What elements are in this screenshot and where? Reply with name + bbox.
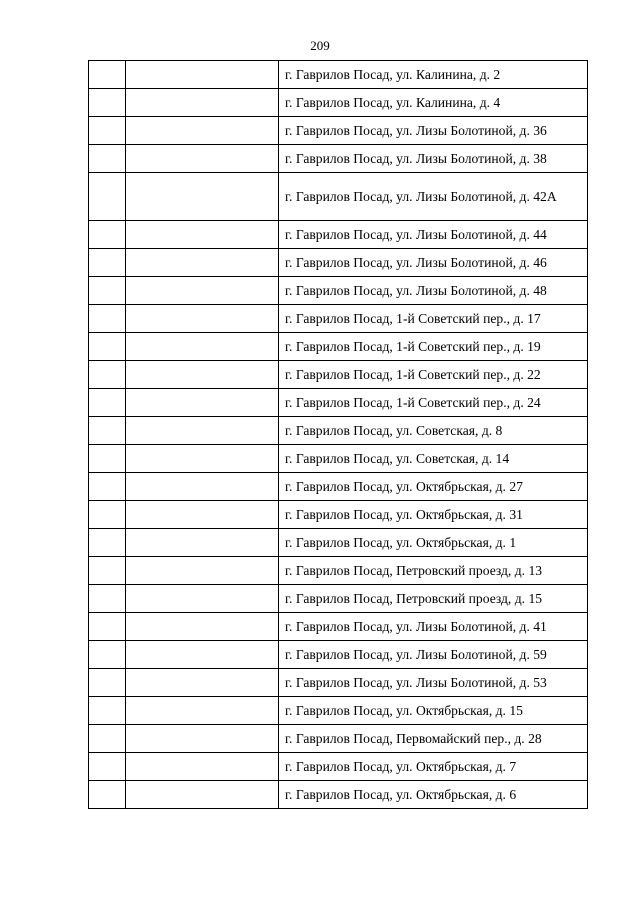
number-cell <box>89 333 126 361</box>
category-cell <box>126 173 279 221</box>
number-cell <box>89 613 126 641</box>
address-cell: г. Гаврилов Посад, Петровский проезд, д. 15 <box>279 585 588 613</box>
table-row <box>89 249 588 277</box>
address-table-body <box>89 61 588 809</box>
table-row <box>89 753 588 781</box>
category-cell <box>126 417 279 445</box>
table-row <box>89 89 588 117</box>
address-cell: г. Гаврилов Посад, 1-й Советский пер., д. 24 <box>279 389 588 417</box>
table-row <box>89 221 588 249</box>
number-cell <box>89 389 126 417</box>
category-cell <box>126 277 279 305</box>
number-cell <box>89 501 126 529</box>
number-cell <box>89 417 126 445</box>
number-cell <box>89 473 126 501</box>
address-cell: г. Гаврилов Посад, ул. Калинина, д. 2 <box>279 61 588 89</box>
address-cell: г. Гаврилов Посад, ул. Лизы Болотиной, д. 38 <box>279 145 588 173</box>
number-cell <box>89 89 126 117</box>
address-cell: г. Гаврилов Посад, ул. Октябрьская, д. 1 <box>279 529 588 557</box>
address-cell: г. Гаврилов Посад, ул. Лизы Болотиной, д. 41 <box>279 613 588 641</box>
address-cell: г. Гаврилов Посад, ул. Октябрьская, д. 15 <box>279 697 588 725</box>
address-cell: г. Гаврилов Посад, ул. Октябрьская, д. 6 <box>279 781 588 809</box>
number-cell <box>89 117 126 145</box>
category-cell <box>126 725 279 753</box>
category-cell <box>126 585 279 613</box>
address-cell: г. Гаврилов Посад, 1-й Советский пер., д. 19 <box>279 333 588 361</box>
address-cell: г. Гаврилов Посад, ул. Октябрьская, д. 31 <box>279 501 588 529</box>
category-cell <box>126 781 279 809</box>
category-cell <box>126 753 279 781</box>
address-cell: г. Гаврилов Посад, ул. Лизы Болотиной, д. 42А <box>279 173 588 221</box>
category-cell <box>126 501 279 529</box>
category-cell <box>126 389 279 417</box>
table-row <box>89 473 588 501</box>
number-cell <box>89 641 126 669</box>
table-row <box>89 641 588 669</box>
table-row <box>89 501 588 529</box>
category-cell <box>126 445 279 473</box>
address-cell: г. Гаврилов Посад, ул. Калинина, д. 4 <box>279 89 588 117</box>
number-cell <box>89 145 126 173</box>
category-cell <box>126 557 279 585</box>
number-cell <box>89 361 126 389</box>
address-cell: г. Гаврилов Посад, ул. Лизы Болотиной, д. 48 <box>279 277 588 305</box>
table-row <box>89 669 588 697</box>
category-cell <box>126 305 279 333</box>
address-cell: г. Гаврилов Посад, ул. Лизы Болотиной, д. 46 <box>279 249 588 277</box>
address-cell: г. Гаврилов Посад, ул. Советская, д. 8 <box>279 417 588 445</box>
category-cell <box>126 473 279 501</box>
category-cell <box>126 221 279 249</box>
address-cell: г. Гаврилов Посад, ул. Лизы Болотиной, д. 36 <box>279 117 588 145</box>
number-cell <box>89 557 126 585</box>
category-cell <box>126 145 279 173</box>
table-row <box>89 417 588 445</box>
category-cell <box>126 669 279 697</box>
table-row <box>89 333 588 361</box>
address-cell: г. Гаврилов Посад, ул. Октябрьская, д. 7 <box>279 753 588 781</box>
address-cell: г. Гаврилов Посад, ул. Лизы Болотиной, д. 59 <box>279 641 588 669</box>
number-cell <box>89 725 126 753</box>
address-cell: г. Гаврилов Посад, ул. Советская, д. 14 <box>279 445 588 473</box>
number-cell <box>89 277 126 305</box>
table-row <box>89 389 588 417</box>
number-cell <box>89 585 126 613</box>
table-row <box>89 557 588 585</box>
page-number: 209 <box>310 38 330 53</box>
category-cell <box>126 61 279 89</box>
number-cell <box>89 781 126 809</box>
table-row <box>89 585 588 613</box>
table-row <box>89 725 588 753</box>
table-row <box>89 277 588 305</box>
table-row <box>89 173 588 221</box>
category-cell <box>126 697 279 725</box>
address-cell: г. Гаврилов Посад, Первомайский пер., д. 28 <box>279 725 588 753</box>
number-cell <box>89 697 126 725</box>
table-row <box>89 781 588 809</box>
category-cell <box>126 529 279 557</box>
table-row <box>89 305 588 333</box>
address-cell: г. Гаврилов Посад, 1-й Советский пер., д. 17 <box>279 305 588 333</box>
table-row <box>89 697 588 725</box>
category-cell <box>126 89 279 117</box>
number-cell <box>89 249 126 277</box>
table-row <box>89 61 588 89</box>
number-cell <box>89 753 126 781</box>
table-row <box>89 145 588 173</box>
number-cell <box>89 529 126 557</box>
category-cell <box>126 613 279 641</box>
category-cell <box>126 641 279 669</box>
number-cell <box>89 669 126 697</box>
address-cell: г. Гаврилов Посад, Петровский проезд, д. 13 <box>279 557 588 585</box>
address-cell: г. Гаврилов Посад, 1-й Советский пер., д. 22 <box>279 361 588 389</box>
table-row <box>89 445 588 473</box>
table-row <box>89 613 588 641</box>
category-cell <box>126 249 279 277</box>
table-row <box>89 117 588 145</box>
number-cell <box>89 445 126 473</box>
category-cell <box>126 361 279 389</box>
category-cell <box>126 333 279 361</box>
address-cell: г. Гаврилов Посад, ул. Лизы Болотиной, д. 44 <box>279 221 588 249</box>
address-cell: г. Гаврилов Посад, ул. Лизы Болотиной, д. 53 <box>279 669 588 697</box>
address-table <box>88 60 588 809</box>
number-cell <box>89 61 126 89</box>
table-row <box>89 529 588 557</box>
number-cell <box>89 221 126 249</box>
address-cell: г. Гаврилов Посад, ул. Октябрьская, д. 27 <box>279 473 588 501</box>
category-cell <box>126 117 279 145</box>
number-cell <box>89 305 126 333</box>
table-row <box>89 361 588 389</box>
number-cell <box>89 173 126 221</box>
